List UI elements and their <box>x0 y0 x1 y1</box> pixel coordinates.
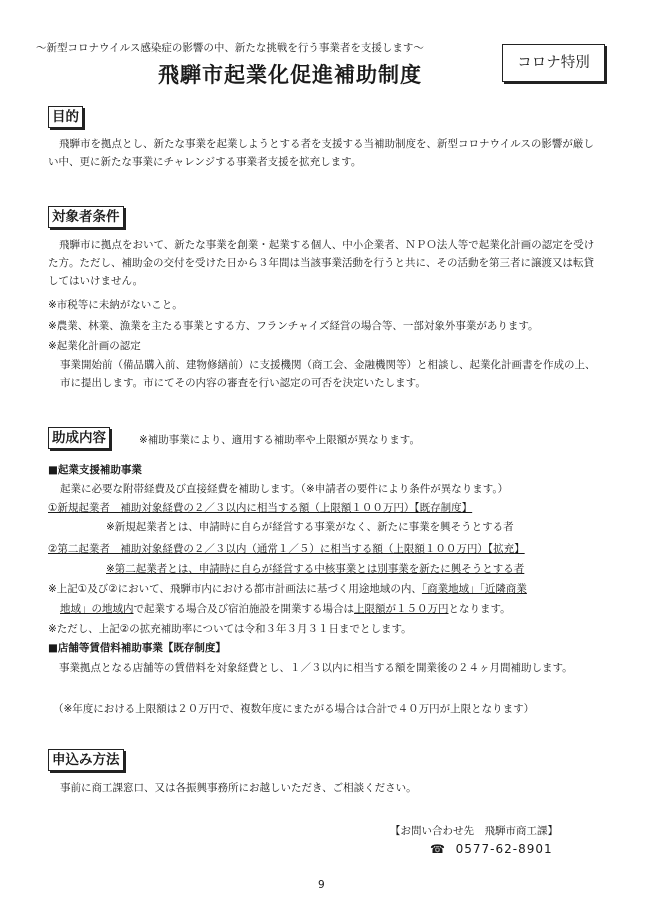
plan-approval-note: ※起業化計画の認定 <box>48 340 141 352</box>
startup-support-desc: 起業に必要な附帯経費及び直接経費を補助します。（※申請者の要件により条件が異なります。） <box>60 483 509 495</box>
zoning-note-d: で起業する場合及び宿泊施設を開業する場合は <box>133 603 354 615</box>
plan-approval-detail: 事業開始前（備品購入前、建物修繕前）に支援機関（商工会、金融機関等）と相談し、起業化計画書を作成の上、市に提出します。市にてその内容の審査を行い認定の可否を決定いたします。 <box>60 359 596 389</box>
eligibility-text: 飛騨市に拠点をおいて、新たな事業を創業・起業する個人、中小企業者、ＮＰＯ法人等で起業化計画の認定を受けた方。ただし、補助金の交付を受けた日から３年間は当該事業活動を行うと共に、その活動を第三者に譲渡又は転貸してはいけません。 <box>48 239 595 287</box>
startup-support-title: ■起業支援補助事業 <box>48 464 142 476</box>
zoning-note-e: 上限額が１５０万円 <box>354 603 449 615</box>
zoning-note-b: 「商業地域」「近隣商業 <box>421 583 527 595</box>
page-number: 9 <box>318 879 325 891</box>
zoning-note-a: ※上記①及び②において、飛騨市内における都市計画法に基づく用途地域の内、 <box>48 583 422 595</box>
contact-phone-line <box>430 842 553 856</box>
contact-phone: 0577-62-8901 <box>455 842 553 856</box>
purpose-heading: 目的 <box>48 106 83 128</box>
phone-icon: ☎ <box>430 842 446 856</box>
second-startup-note: ※第二起業者とは、申請時に自らが経営する中核事業とは別事業を新たに興そうとする者 <box>106 563 525 575</box>
expansion-deadline-note: ※ただし、上記②の拡充補助率については令和３年３月３１日までとします。 <box>48 623 412 635</box>
rent-subsidy-cap-note: （※年度における上限額は２０万円で、複数年度にまたがる場合は合計で４０万円が上限となります） <box>53 703 535 715</box>
zoning-note-line2 <box>60 600 511 618</box>
rent-subsidy-title: ■店舗等賃借料補助事業【既存制度】 <box>48 642 226 654</box>
purpose-text: 飛騨市を拠点とし、新たな事業を起業しようとする者を支援する当補助制度を、新型コロナウイルスの影響が厳しい中、更に新たな事業にチャレンジする事業者支援を拡充します。 <box>48 138 594 168</box>
tax-note: ※市税等に未納がないこと。 <box>48 299 183 311</box>
zoning-note-c: 地域」の地域内 <box>60 603 134 615</box>
subtitle: ～新型コロナウイルス感染症の影響の中、新たな挑戦を行う事業者を支援します～ <box>36 42 424 54</box>
subsidy-heading: 助成内容 <box>48 427 110 449</box>
corona-special-badge: コロナ特別 <box>502 44 605 82</box>
zoning-note-line1 <box>48 580 527 598</box>
second-startup-item: ②第二起業者 補助対象経費の２／３以内（通常１／５）に相当する額（上限額１００万円）【拡充】 <box>48 543 525 555</box>
subsidy-heading-note: ※補助事業により、適用する補助率や上限額が異なります。 <box>139 434 420 446</box>
apply-text: 事前に商工課窓口、又は各振興事務所にお越しいただき、ご相談ください。 <box>60 782 417 794</box>
apply-heading: 申込み方法 <box>48 749 124 771</box>
new-startup-note: ※新規起業者とは、申請時に自らが経営する事業がなく、新たに事業を興そうとする者 <box>106 521 514 533</box>
zoning-note-f: となります。 <box>448 603 511 615</box>
excluded-business-note: ※農業、林業、漁業を主たる事業とする方、フランチャイズ経営の場合等、一部対象外事業があります。 <box>48 320 539 332</box>
rent-subsidy-desc: 事業拠点となる店舗等の賃借料を対象経費とし、１／３以内に相当する額を開業後の２４ヶ月間補助します。 <box>59 662 573 674</box>
new-startup-item: ①新規起業者 補助対象経費の２／３以内に相当する額（上限額１００万円）【既存制度】 <box>48 502 473 514</box>
page-title: 飛騨市起業化促進補助制度 <box>158 63 422 87</box>
eligibility-heading: 対象者条件 <box>48 206 124 228</box>
contact-label: 【お問い合わせ先 飛騨市商工課】 <box>390 825 558 837</box>
